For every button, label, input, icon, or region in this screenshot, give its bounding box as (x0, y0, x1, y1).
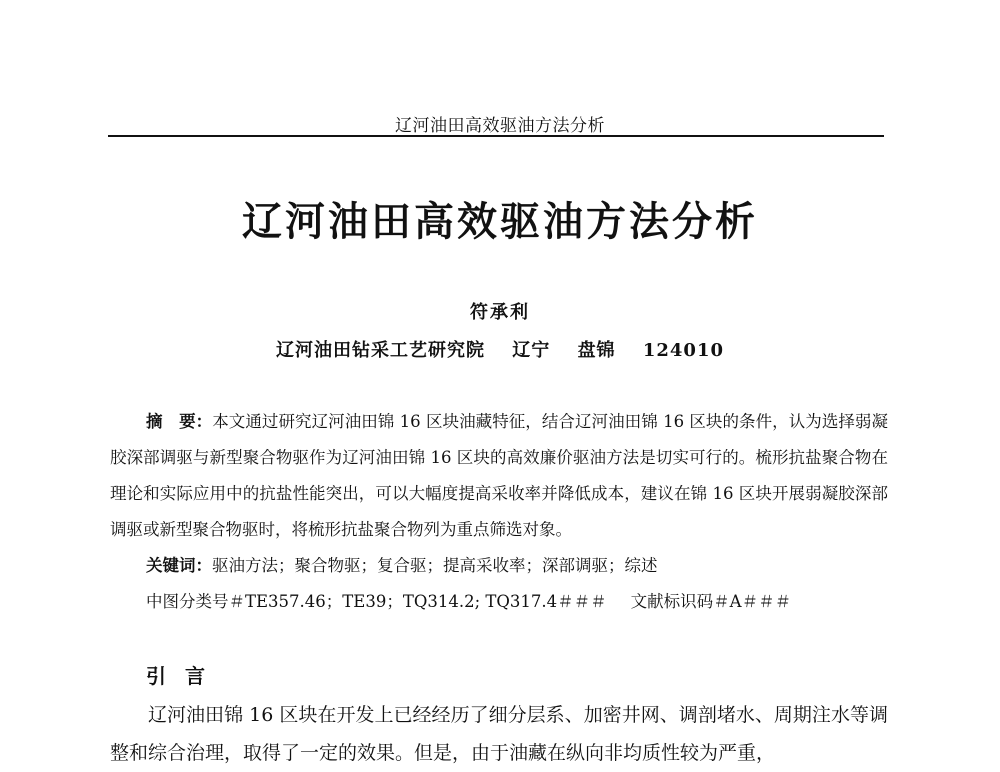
affiliation (0, 336, 1000, 362)
document-code: 文献标识码＃A＃＃＃ (630, 592, 792, 611)
keywords-text: 驱油方法；聚合物驱；复合驱；提高采收率；深部调驱；综述 (212, 556, 658, 575)
abstract (110, 404, 888, 548)
running-header: 辽河油田高效驱油方法分析 (395, 116, 605, 136)
body-paragraph: 辽河油田锦 16 区块在开发上已经经历了细分层系、加密井网、调剖堵水、周期注水等调整和综合治理，取得了一定的效果。但是，由于油藏在纵向非均质性较为严重， (110, 704, 888, 764)
keywords-label: 关键词： (146, 556, 212, 575)
paper-title: 辽河油田高效驱油方法分析 (242, 198, 758, 245)
affiliation-city: 盘锦 (577, 340, 616, 361)
classification-line (146, 584, 791, 620)
abstract-label: 摘 要： (146, 412, 213, 431)
abstract-text: 本文通过研究辽河油田锦 16 区块油藏特征，结合辽河油田锦 16 区块的条件，认为选择弱凝胶深部调驱与新型聚合物驱作为辽河油田锦 16 区块的高效廉价驱油方法是切实可行的。梳形抗盐聚合物在理论和实际应用中的抗盐性能突出，可以大幅度提高采收率并降低成本，建议在锦 16 区块开展弱凝胶深部调驱或新型聚合物驱时，将梳形抗盐聚合物列为重点筛选对象。 (110, 412, 888, 539)
author-name: 符承利 (470, 302, 530, 323)
affiliation-postcode: 124010 (642, 340, 724, 361)
section-heading: 引 言 (146, 664, 211, 688)
affiliation-province: 辽宁 (512, 340, 551, 361)
affiliation-institute: 辽河油田钻采工艺研究院 (276, 340, 485, 361)
clc-number: 中图分类号＃TE357.46；TE39；TQ314.2; TQ317.4＃＃＃ (146, 592, 607, 611)
header-rule (108, 135, 884, 137)
keywords (146, 548, 658, 584)
